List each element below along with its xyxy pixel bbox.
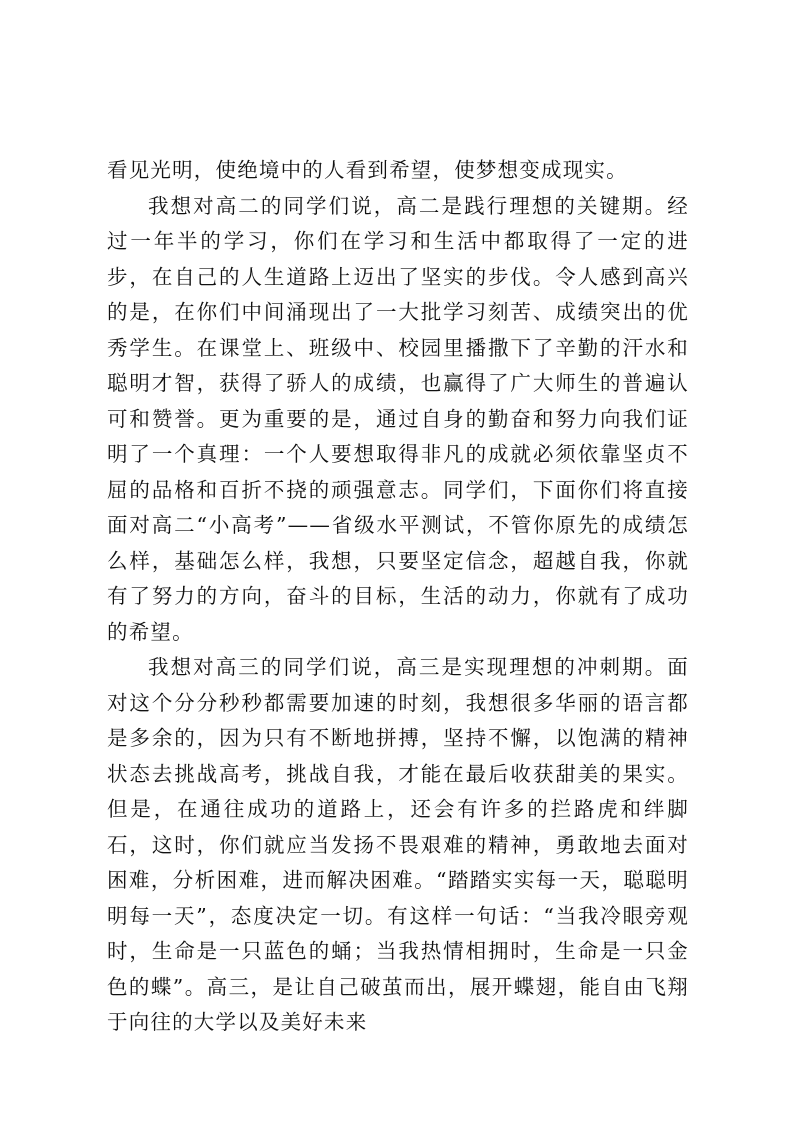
- paragraph-3: 我想对高三的同学们说，高三是实现理想的冲刺期。面对这个分分秒秒都需要加速的时刻，我想很多华丽的语言都是多余的，因为只有不断地拼搏，坚持不懈，以饱满的精神状态去挑战高考，挑战自我，才能在最后收获甜美的果实。但是，在通往成功的道路上，还会有许多的拦路虎和绊脚石，这时，你们就应当发扬不畏艰难的精神，勇敢地去面对困难，分析困难，进而解决困难。“踏踏实实每一天，聪聪明明每一天”，态度决定一切。有这样一句话：“当我冷眼旁观时，生命是一只蓝色的蛹；当我热情相拥时，生命是一只金色的蝶”。高三，是让自己破茧而出，展开蝶翅，能自由飞翔于向往的大学以及美好未来: [107, 655, 689, 1034]
- document-page: [107, 153, 689, 1041]
- paragraph-1: 看见光明，使绝境中的人看到希望，使梦想变成现实。: [107, 158, 628, 182]
- paragraph-2: 我想对高二的同学们说，高二是践行理想的关键期。经过一年半的学习，你们在学习和生活中都取得了一定的进步，在自己的人生道路上迈出了坚实的步伐。令人感到高兴的是，在你们中间涌现出了一大批学习刻苦、成绩突出的优秀学生。在课堂上、班级中、校园里播撒下了辛勤的汗水和聪明才智，获得了骄人的成绩，也赢得了广大师生的普遍认可和赞誉。更为重要的是，通过自身的勤奋和努力向我们证明了一个真理：一个人要想取得非凡的成就必须依靠坚贞不屈的品格和百折不挠的顽强意志。同学们，下面你们将直接面对高二“小高考”——省级水平测试，不管你原先的成绩怎么样，基础怎么样，我想，只要坚定信念，超越自我，你就有了努力的方向，奋斗的目标，生活的动力，你就有了成功的希望。: [107, 193, 689, 644]
